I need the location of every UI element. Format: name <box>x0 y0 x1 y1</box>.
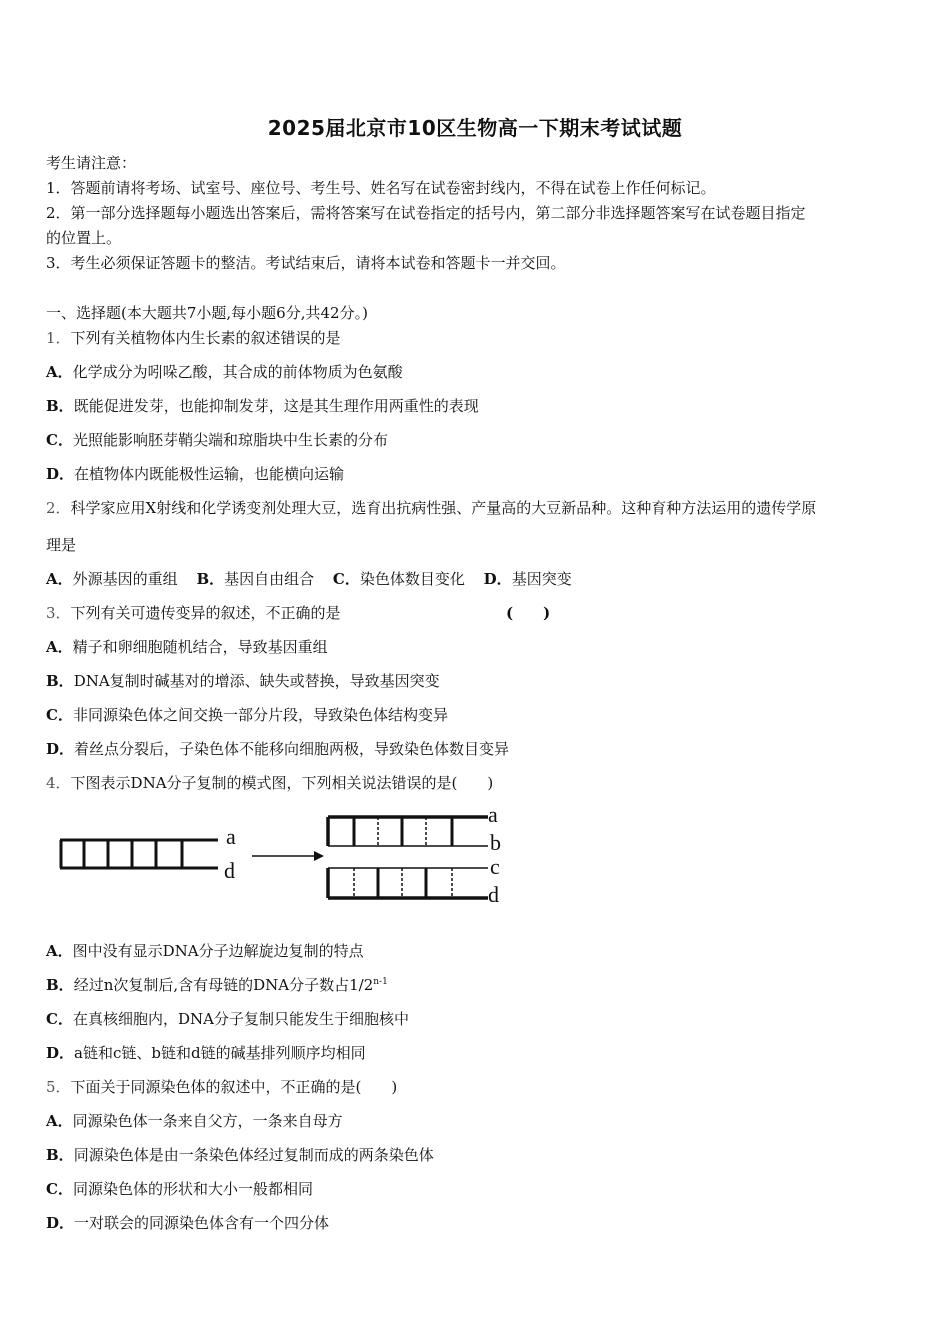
section-heading: 一、选择题(本大题共7小题,每小题6分,共42分。) <box>46 304 368 322</box>
question-number: 4． <box>46 774 71 792</box>
option-b <box>46 1144 434 1165</box>
option-d <box>46 463 344 484</box>
option-b <box>46 395 479 416</box>
option-c <box>46 1008 409 1029</box>
label-b: b <box>490 830 501 855</box>
answer-bracket: ( ) <box>506 604 551 622</box>
option-text: 图中没有显示DNA分子边解旋边复制的特点 <box>72 942 364 960</box>
option-text: 在真核细胞内，DNA分子复制只能发生于细胞核中 <box>72 1010 409 1028</box>
option-text: 外源基因的重组 <box>72 570 178 588</box>
option-letter: A． <box>46 942 73 960</box>
question-number: 5． <box>46 1078 71 1096</box>
option-letter: D． <box>46 1214 75 1232</box>
question-5 <box>46 1076 397 1097</box>
option-d <box>46 1212 329 1233</box>
page-title: 2025届北京市10区生物高一下期末考试试题 <box>267 116 683 140</box>
notice-item: 的位置上。 <box>46 229 122 247</box>
question-stem: 下列有关植物体内生长素的叙述错误的是 <box>70 329 341 347</box>
option-text: 着丝点分裂后，子染色体不能移向细胞两极，导致染色体数目变异 <box>74 740 510 758</box>
question-stem-continued: 理是 <box>46 536 77 554</box>
question-1 <box>46 327 341 348</box>
label-d: d <box>488 882 499 907</box>
option-letter: B． <box>46 397 74 415</box>
notice-item: 2．第一部分选择题每小题选出答案后，需将答案写在试卷指定的括号内，第二部分非选择题答案写在试卷题目指定 <box>46 204 806 222</box>
option-a <box>46 568 178 589</box>
option-letter: A． <box>46 1112 73 1130</box>
option-letter: C． <box>46 706 73 724</box>
option-d <box>46 1042 366 1063</box>
option-text: 同源染色体一条来自父方，一条来自母方 <box>72 1112 343 1130</box>
question-number: 1． <box>46 329 71 347</box>
option-text: 一对联会的同源染色体含有一个四分体 <box>74 1214 330 1232</box>
option-text: 精子和卵细胞随机结合，导致基因重组 <box>72 638 328 656</box>
option-letter: C． <box>46 1180 73 1198</box>
label-a: a <box>488 806 498 827</box>
question-stem: 下列有关可遗传变异的叙述，不正确的是 <box>70 604 341 622</box>
question-3 <box>46 602 341 623</box>
option-text: 基因突变 <box>511 570 572 588</box>
option-letter: D． <box>46 1044 75 1062</box>
option-d <box>484 568 572 589</box>
parent-dna <box>60 840 218 868</box>
option-c <box>46 1178 313 1199</box>
option-text: 基因自由组合 <box>224 570 315 588</box>
option-letter: B． <box>46 976 74 994</box>
option-letter: A． <box>46 638 73 656</box>
notice-item: 3．考生必须保证答题卡的整洁。考试结束后，请将本试卷和答题卡一并交回。 <box>46 254 566 272</box>
question-number: 3． <box>46 604 71 622</box>
question-number: 2． <box>46 499 71 517</box>
option-letter: C． <box>46 431 73 449</box>
question-2 <box>46 497 816 518</box>
option-a <box>46 636 328 657</box>
option-letter: C． <box>46 1010 73 1028</box>
question-stem: 下图表示DNA分子复制的模式图，下列相关说法错误的是( ) <box>70 774 494 792</box>
option-letter: B． <box>196 570 225 588</box>
option-a <box>46 361 403 382</box>
option-c <box>46 429 388 450</box>
exponent: n-1 <box>373 977 388 987</box>
daughter-dna-1 <box>328 817 488 846</box>
notice-heading: 考生请注意： <box>46 154 137 172</box>
option-text: 经过n次复制后,含有母链的DNA分子数占1/2 <box>73 976 374 994</box>
option-text: 非同源染色体之间交换一部分片段，导致染色体结构变异 <box>72 706 448 724</box>
option-b <box>46 670 440 691</box>
option-text: 染色体数目变化 <box>359 570 465 588</box>
option-letter: B． <box>46 1146 74 1164</box>
question-stem: 下面关于同源染色体的叙述中，不正确的是( ) <box>70 1078 398 1096</box>
option-text: 同源染色体是由一条染色体经过复制而成的两条染色体 <box>73 1146 434 1164</box>
option-text: 化学成分为吲哚乙酸，其合成的前体物质为色氨酸 <box>72 363 403 381</box>
option-b <box>46 974 388 995</box>
option-letter: A． <box>46 570 73 588</box>
notice-item: 1．答题前请将考场、试室号、座位号、考生号、姓名写在试卷密封线内，不得在试卷上作任何标记。 <box>46 179 716 197</box>
option-text: 在植物体内既能极性运输，也能横向运输 <box>74 465 345 483</box>
label-c: c <box>490 854 500 879</box>
option-letter: C． <box>332 570 360 588</box>
option-text: 既能促进发芽，也能抑制发芽，这是其生理作用两重性的表现 <box>73 397 479 415</box>
option-a <box>46 940 364 961</box>
option-c <box>333 568 465 589</box>
option-letter: A． <box>46 363 73 381</box>
option-b <box>196 568 314 589</box>
label-a: a <box>226 824 236 849</box>
option-letter: D． <box>46 740 75 758</box>
option-letter: D． <box>46 465 75 483</box>
option-a <box>46 1110 343 1131</box>
option-text: 光照能影响胚芽鞘尖端和琼脂块中生长素的分布 <box>72 431 388 449</box>
options-row <box>46 568 572 589</box>
option-letter: D． <box>483 570 512 588</box>
arrow-icon <box>252 851 324 861</box>
question-4 <box>46 772 493 793</box>
option-text: DNA复制时碱基对的增添、缺失或替换，导致基因突变 <box>73 672 440 690</box>
option-letter: B． <box>46 672 74 690</box>
option-text: 同源染色体的形状和大小一般都相同 <box>72 1180 313 1198</box>
question-stem: 科学家应用X射线和化学诱变剂处理大豆，选育出抗病性强、产量高的大豆新品种。这种育种方法运用的遗传学原 <box>70 499 817 517</box>
option-d <box>46 738 509 759</box>
label-d: d <box>224 858 235 883</box>
option-text: a链和c链、b链和d链的碱基排列顺序均相同 <box>74 1044 366 1062</box>
daughter-dna-2 <box>328 868 488 898</box>
option-c <box>46 704 448 725</box>
dna-replication-diagram <box>56 806 516 910</box>
